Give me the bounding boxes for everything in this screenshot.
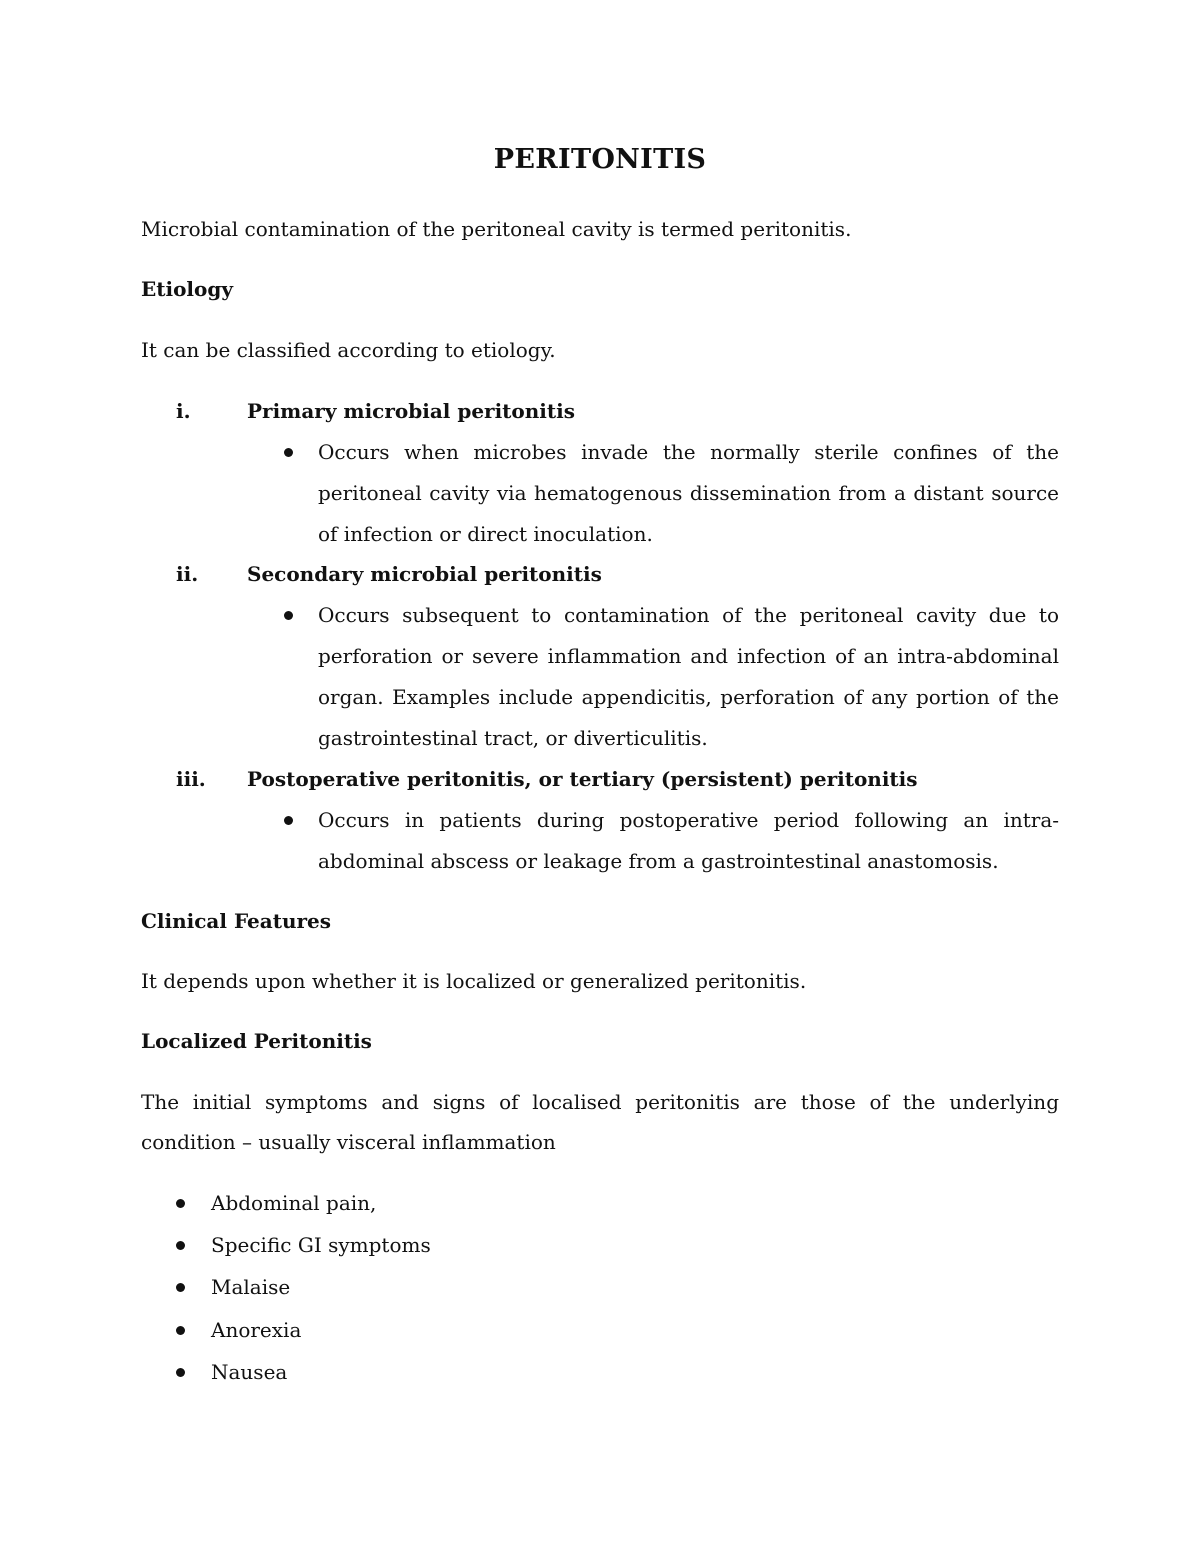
symptom-list-item: Abdominal pain, xyxy=(211,1191,377,1215)
bullet-icon xyxy=(284,448,293,457)
symptom-list-item: Anorexia xyxy=(211,1318,302,1342)
etiology-heading: Etiology xyxy=(141,277,233,301)
localized-peritonitis-text: The initial symptoms and signs of localised peritonitis are those of the underlying condition – usually visceral inflammation xyxy=(141,1090,1059,1154)
etiology-item-text: Occurs subsequent to contamination of the peritoneal cavity due to perforation or severe inflammation and infection of an intra-abdominal organ. Examples include appendicitis, perforation of any portion of the gastrointestinal tract, or diverticulitis. xyxy=(318,603,1059,750)
etiology-item-heading: Primary microbial peritonitis xyxy=(247,399,575,423)
clinical-features-text: It depends upon whether it is localized or generalized peritonitis. xyxy=(141,969,807,993)
clinical-features-heading: Clinical Features xyxy=(141,909,332,933)
bullet-icon xyxy=(176,1368,185,1377)
bullet-icon xyxy=(176,1241,185,1250)
etiology-item-text: Occurs when microbes invade the normally sterile confines of the peritoneal cavity via hematogenous dissemination from a distant source of infection or direct inoculation. xyxy=(318,440,1059,546)
etiology-item-numeral: i. xyxy=(176,399,191,423)
bullet-icon xyxy=(176,1326,185,1335)
etiology-intro: It can be classified according to etiology. xyxy=(141,338,556,362)
etiology-item-text: Occurs in patients during postoperative period following an intra-abdominal abscess or leakage from a gastrointestinal anastomosis. xyxy=(318,808,1059,873)
symptom-list-item: Nausea xyxy=(211,1360,288,1384)
bullet-icon xyxy=(176,1199,185,1208)
bullet-icon xyxy=(176,1283,185,1292)
bullet-icon xyxy=(284,816,293,825)
etiology-item-heading: Postoperative peritonitis, or tertiary (persistent) peritonitis xyxy=(247,767,918,791)
document-title: PERITONITIS xyxy=(493,144,707,175)
bullet-icon xyxy=(284,611,293,620)
intro-paragraph: Microbial contamination of the peritoneal cavity is termed peritonitis. xyxy=(141,217,852,241)
etiology-item-numeral: iii. xyxy=(176,767,206,791)
symptom-list-item: Specific GI symptoms xyxy=(211,1233,431,1257)
symptom-list-item: Malaise xyxy=(211,1275,291,1299)
etiology-item-heading: Secondary microbial peritonitis xyxy=(247,562,602,586)
localized-peritonitis-heading: Localized Peritonitis xyxy=(141,1029,372,1053)
etiology-item-numeral: ii. xyxy=(176,562,199,586)
